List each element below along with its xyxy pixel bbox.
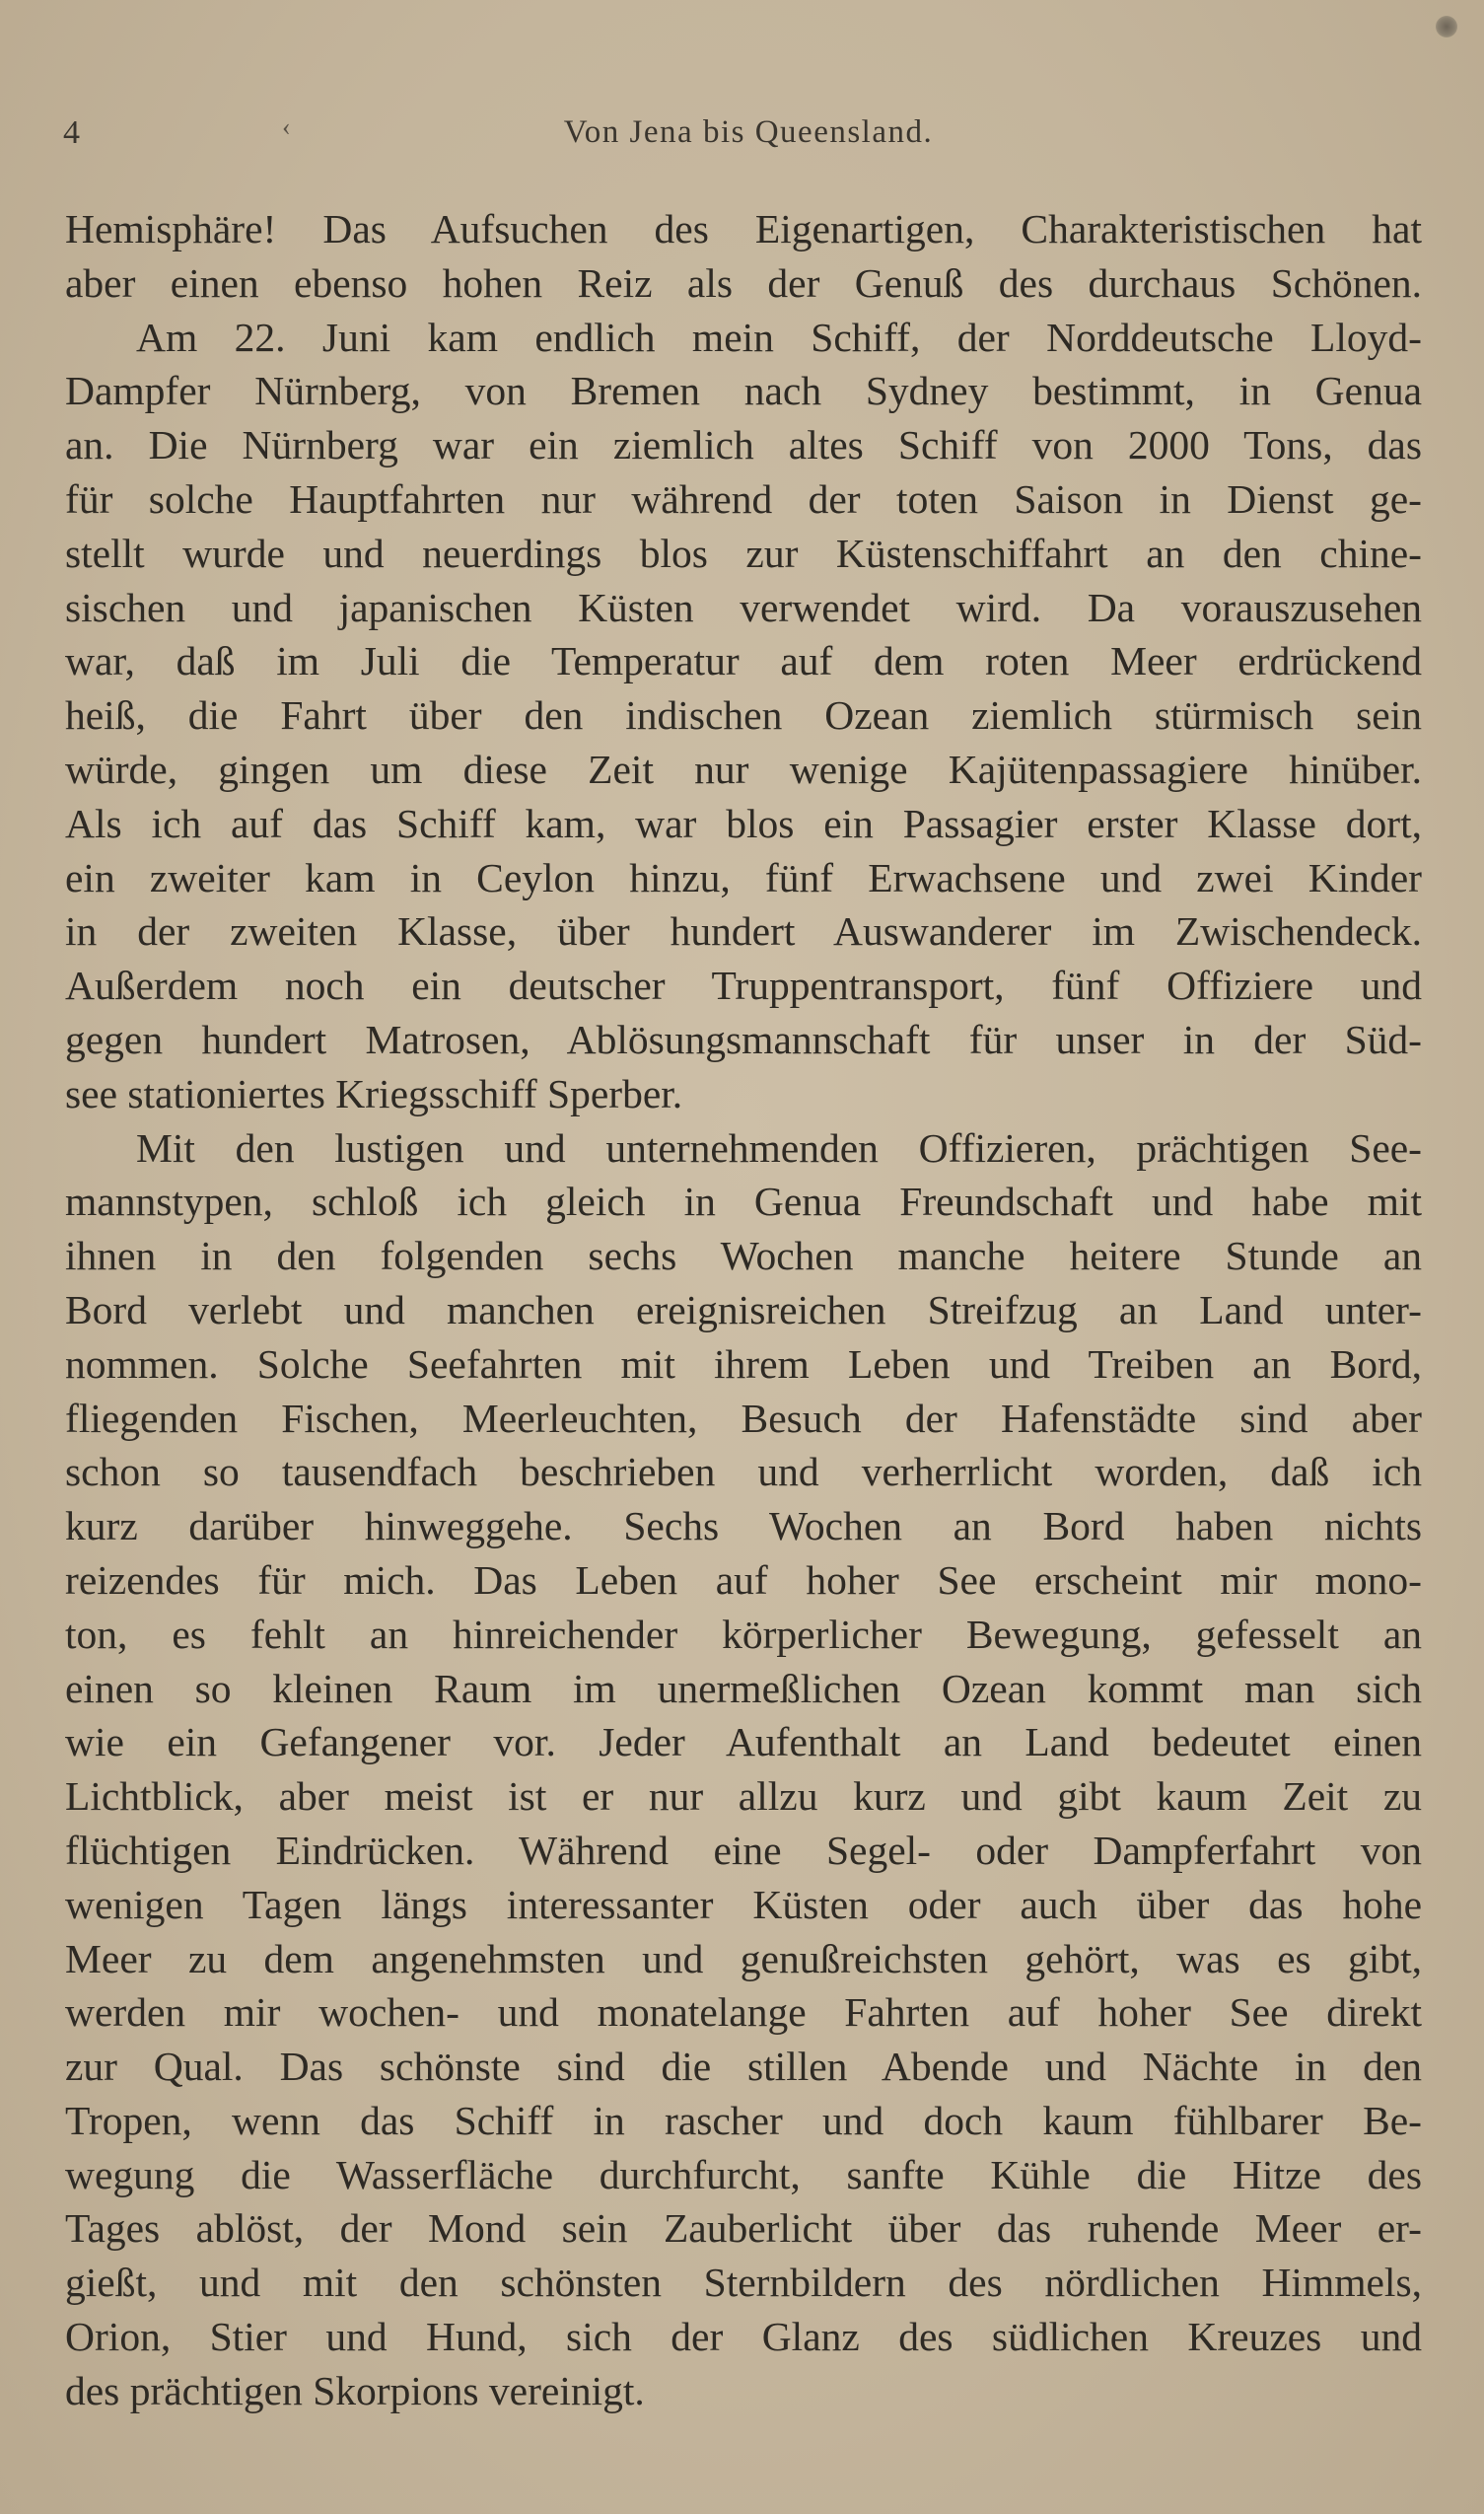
text-line: Bord verlebt und manchen ereignisreichen Streifzug an Land unter-	[65, 1286, 1422, 1332]
text-line: see stationiertes Kriegsschiff Sperber.	[65, 1070, 683, 1116]
text-line: Als ich auf das Schiff kam, war blos ein Passagier erster Klasse dort,	[65, 800, 1422, 846]
text-line: wie ein Gefangener vor. Jeder Aufenthalt an Land bedeutet einen	[65, 1719, 1422, 1765]
text-line: stellt wurde und neuerdings blos zur Küstenschiffahrt an den chine-	[65, 530, 1422, 576]
text-line: wegung die Wasserfläche durchfurcht, sanfte Kühle die Hitze des	[65, 2151, 1422, 2197]
text-line: schon so tausendfach beschrieben und verherrlicht worden, daß ich	[65, 1449, 1422, 1495]
text-line: kurz darüber hinweggehe. Sechs Wochen an Bord haben nichts	[65, 1503, 1422, 1549]
text-line: für solche Hauptfahrten nur während der toten Saison in Dienst ge-	[65, 475, 1422, 522]
text-line: an. Die Nürnberg war ein ziemlich altes Schiff von 2000 Tons, das	[65, 422, 1422, 468]
text-line: Meer zu dem angenehmsten und genußreichsten gehört, was es gibt,	[65, 1935, 1422, 1981]
text-line: einen so kleinen Raum im unermeßlichen Ozean kommt man sich	[65, 1665, 1422, 1711]
text-line: ton, es fehlt an hinreichender körperlicher Bewegung, gefesselt an	[65, 1611, 1422, 1657]
text-line: heiß, die Fahrt über den indischen Ozean ziemlich stürmisch sein	[65, 692, 1422, 739]
text-line: Tropen, wenn das Schiff in rascher und doch kaum fühlbarer Be-	[65, 2097, 1422, 2143]
text-line: aber einen ebenso hohen Reiz als der Genuß des durchaus Schönen.	[65, 259, 1422, 306]
text-line: würde, gingen um diese Zeit nur wenige Kajütenpassagiere hinüber.	[65, 746, 1422, 792]
text-line: fliegenden Fischen, Meerleuchten, Besuch der Hafenstädte sind aber	[65, 1395, 1422, 1441]
page-number: 4	[63, 114, 80, 151]
text-line: gegen hundert Matrosen, Ablösungsmannschaft für unser in der Süd-	[65, 1016, 1422, 1062]
text-line: nommen. Solche Seefahrten mit ihrem Leben und Treiben an Bord,	[65, 1340, 1422, 1387]
text-line: Orion, Stier und Hund, sich der Glanz des südlichen Kreuzes und	[65, 2314, 1422, 2360]
text-line: in der zweiten Klasse, über hundert Auswanderer im Zwischendeck.	[65, 908, 1422, 955]
ink-speck	[1436, 16, 1457, 37]
header-mark: ‹	[282, 112, 291, 141]
text-line: Lichtblick, aber meist ist er nur allzu kurz und gibt kaum Zeit zu	[65, 1773, 1422, 1820]
text-line: reizendes für mich. Das Leben auf hoher See erscheint mir mono-	[65, 1556, 1422, 1603]
text-line: mannstypen, schloß ich gleich in Genua Freundschaft und habe mit	[65, 1179, 1422, 1225]
text-line: gießt, und mit den schönsten Sternbildern des nördlichen Himmels,	[65, 2260, 1422, 2306]
text-line: Außerdem noch ein deutscher Truppentransport, fünf Offiziere und	[65, 963, 1422, 1009]
text-line: ihnen in den folgenden sechs Wochen manche heitere Stunde an	[65, 1233, 1422, 1279]
text-line: Mit den lustigen und unternehmenden Offizieren, prächtigen See-	[136, 1124, 1422, 1171]
text-line: Am 22. Juni kam endlich mein Schiff, der Norddeutsche Lloyd-	[136, 314, 1422, 360]
text-line: Dampfer Nürnberg, von Bremen nach Sydney bestimmt, in Genua	[65, 368, 1422, 414]
text-line: zur Qual. Das schönste sind die stillen Abende und Nächte in den	[65, 2044, 1422, 2090]
page-header	[63, 110, 1424, 158]
body-text	[65, 202, 1422, 2418]
text-line: ein zweiter kam in Ceylon hinzu, fünf Erwachsene und zwei Kinder	[65, 854, 1422, 900]
text-line: werden mir wochen- und monatelange Fahrten auf hoher See direkt	[65, 1989, 1422, 2036]
text-line: des prächtigen Skorpions vereinigt.	[65, 2367, 645, 2413]
text-line: Hemisphäre! Das Aufsuchen des Eigenartigen, Charakteristischen hat	[65, 206, 1422, 251]
text-line: war, daß im Juli die Temperatur auf dem roten Meer erdrückend	[65, 638, 1422, 684]
text-line: sischen und japanischen Küsten verwendet wird. Da vorauszusehen	[65, 584, 1422, 630]
running-title: Von Jena bis Queensland.	[563, 114, 934, 150]
text-line: flüchtigen Eindrücken. Während eine Segel- oder Dampferfahrt von	[65, 1827, 1422, 1873]
text-line: Tages ablöst, der Mond sein Zauberlicht über das ruhende Meer er-	[65, 2205, 1422, 2252]
text-line: wenigen Tagen längs interessanter Küsten oder auch über das hohe	[65, 1881, 1422, 1927]
